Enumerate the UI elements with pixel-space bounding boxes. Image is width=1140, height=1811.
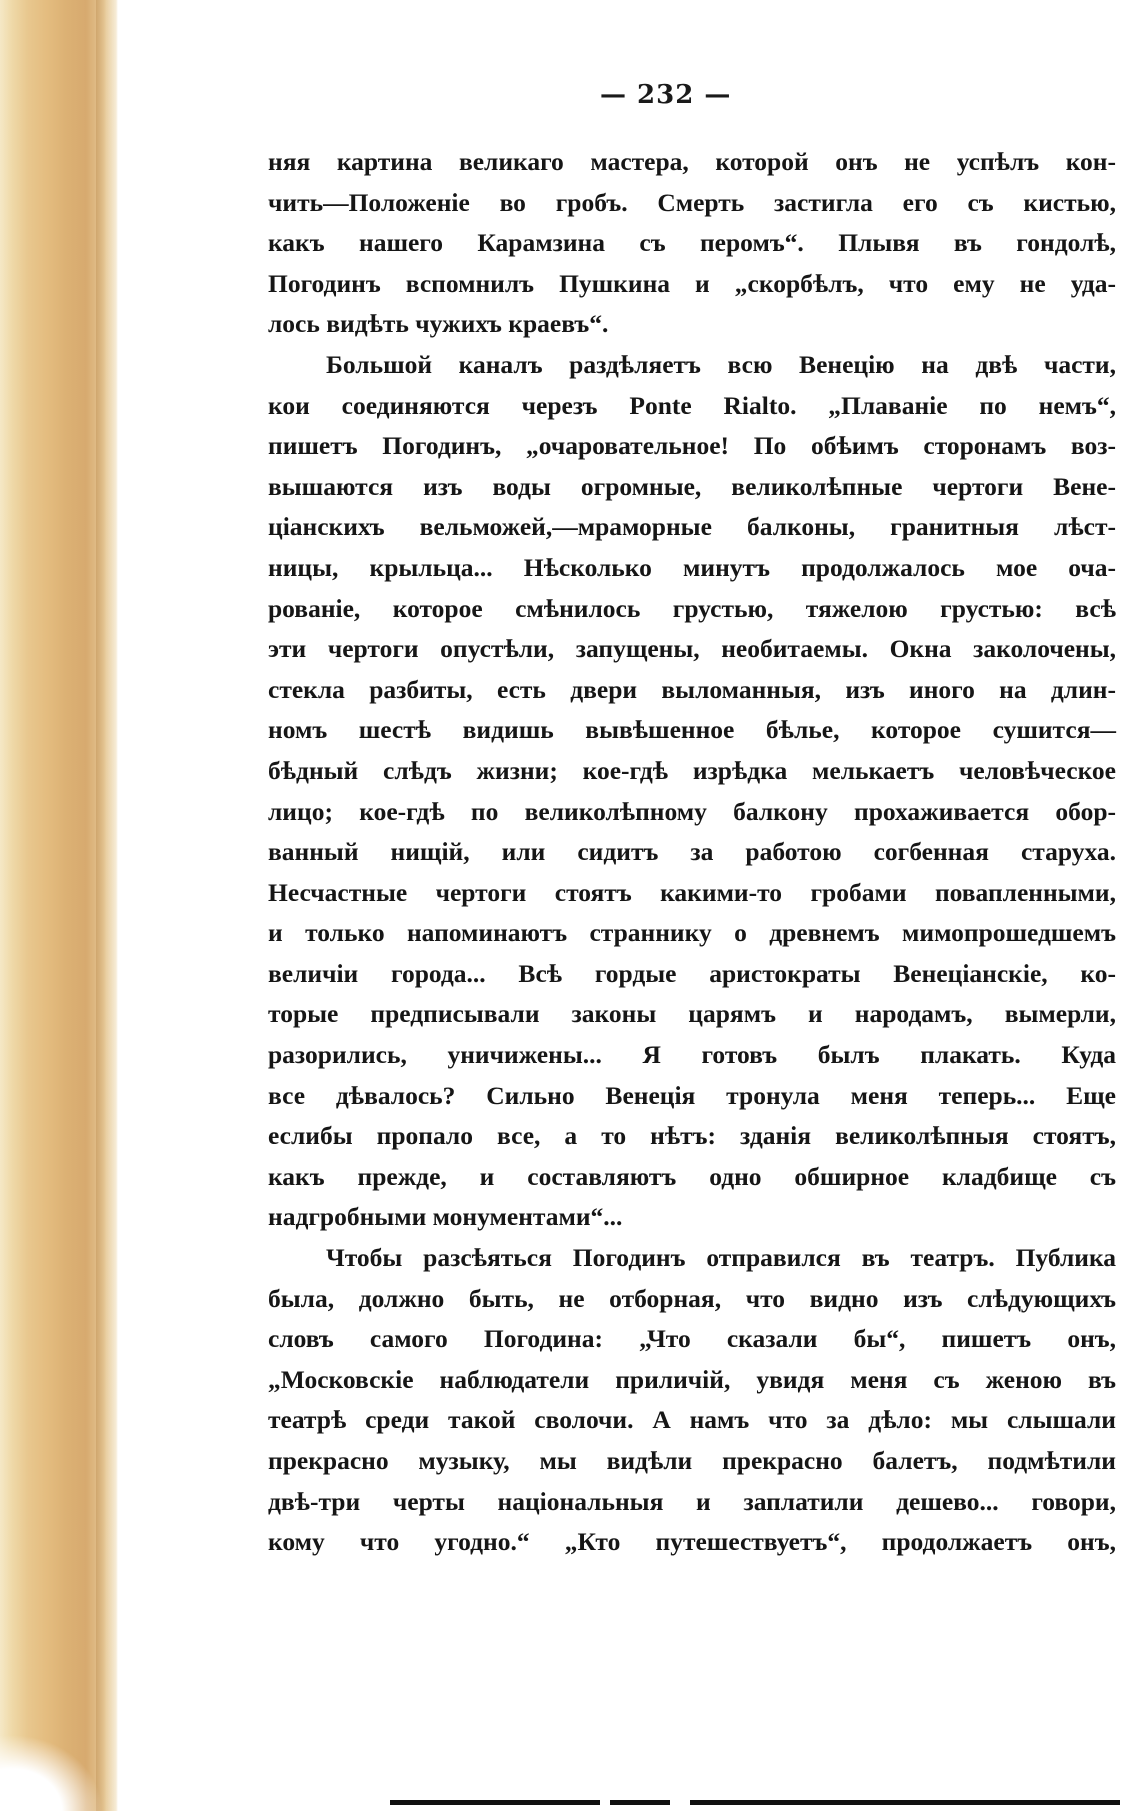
text-line: надгробными монументами“... [268,1202,623,1232]
text-line: няя картина великаго мастера, которой онъ не успѣлъ кон- [268,147,1116,176]
text-line: величіи города... Всѣ гордые аристократы Венеціанскіе, ко- [268,958,1116,988]
gutter-shadow [96,0,106,1811]
text-line: все дѣвалось? Сильно Венеція тронула меня теперь... Еще [268,1080,1116,1110]
bottom-edge-rule [690,1800,1120,1805]
text-line: бѣдный слѣдъ жизни; кое-гдѣ изрѣдка мелькаетъ человѣческое [268,755,1116,785]
text-line: рованіе, которое смѣнилось грустью, тяжелою грустью: всѣ [268,593,1116,623]
text-line: торые предписывали законы царямъ и народамъ, вымерли, [268,999,1116,1029]
text-line: кои соединяются черезъ Ponte Rialto. „Плаваніе по немъ“, [268,390,1116,420]
text-line: была, должно быть, не отборная, что видно изъ слѣдующихъ [268,1283,1116,1313]
text-line: словъ самого Погодина: „Что сказали бы“, пишетъ онъ, [268,1324,1116,1354]
text-line: лось видѣть чужихъ краевъ“. [268,309,609,339]
page-corner [0,1720,120,1811]
text-line: Чтобы разсѣяться Погодинъ отправился въ театръ. Публика [326,1243,1116,1273]
text-line: номъ шестѣ видишь вывѣшенное бѣлье, которое сушится— [268,715,1116,745]
text-line: какъ прежде, и составляютъ одно обширное кладбище съ [268,1161,1116,1191]
text-line: ницы, крыльца... Нѣсколько минутъ продолжалось мое оча- [268,552,1116,582]
text-line: Погодинъ вспомнилъ Пушкина и „скорбѣлъ, что ему не уда- [268,268,1116,298]
page-number: — 232 — [600,80,732,110]
bottom-edge-rule [390,1800,600,1805]
text-line: лицо; кое-гдѣ по великолѣпному балкону прохаживается обор- [268,796,1116,826]
text-line: ціанскихъ вельможей,—мраморные балконы, гранитныя лѣст- [268,512,1116,542]
text-line: двѣ-три черты національныя и заплатили дешево... говори, [268,1486,1116,1516]
text-line: разорились, уничижены... Я готовъ былъ плакать. Куда [268,1040,1116,1070]
text-line: чить—Положеніе во гробъ. Смерть застигла его съ кистью, [268,187,1116,217]
text-line: Несчастные чертоги стоятъ какими-то гробами повапленными, [268,877,1116,907]
text-line: пишетъ Погодинъ, „очаровательное! По обѣимъ сторонамъ воз- [268,431,1116,461]
text-line: прекрасно музыку, мы видѣли прекрасно балетъ, подмѣтили [268,1446,1116,1475]
text-line: „Московскіе наблюдатели приличій, увидя меня съ женою въ [268,1364,1116,1394]
text-line: ванный нищій, или сидитъ за работою согбенная старуха. [268,837,1116,867]
text-line: вышаются изъ воды огромные, великолѣпные чертоги Вене- [268,471,1116,501]
text-line: эти чертоги опустѣли, запущены, необитаемы. Окна заколочены, [268,634,1116,664]
text-line: Большой каналъ раздѣляетъ всю Венецію на двѣ части, [326,349,1116,379]
bottom-edge-rule [610,1800,670,1805]
text-line: какъ нашего Карамзина съ перомъ“. Плывя въ гондолѣ, [268,228,1116,258]
body-text [268,142,1116,1563]
text-line: и только напоминаютъ страннику о древнемъ мимопрошедшемъ [268,918,1116,948]
text-line: стекла разбиты, есть двери выломанныя, изъ иного на длин- [268,674,1116,704]
text-line: театрѣ среди такой сволочи. А намъ что за дѣло: мы слышали [268,1405,1116,1435]
text-line: еслибы пропало все, а то нѣтъ: зданія великолѣпныя стоятъ, [268,1121,1116,1151]
text-line: кому что угодно.“ „Кто путешествуетъ“, продолжаетъ онъ, [268,1527,1116,1557]
